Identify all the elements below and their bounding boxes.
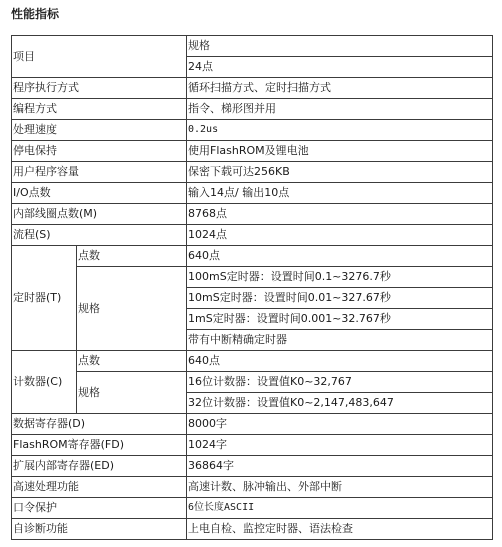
table-row	[12, 456, 493, 477]
data-register-label: 数据寄存器(D)	[12, 414, 187, 435]
table-row	[12, 498, 493, 519]
coil-label: 内部线圈点数(M)	[12, 204, 187, 225]
prog-value: 指令、梯形图并用	[187, 99, 493, 120]
exec-value: 循环扫描方式、定时扫描方式	[187, 78, 493, 99]
table-row	[12, 204, 493, 225]
table-row	[12, 435, 493, 456]
prog-label: 编程方式	[12, 99, 187, 120]
io-label: I/O点数	[12, 183, 187, 204]
table-row	[12, 477, 493, 498]
item-header: 项目	[12, 36, 187, 78]
timer-spec-label: 规格	[77, 267, 187, 351]
counter-spec-1: 16位计数器：设置值K0~32,767	[187, 372, 493, 393]
table-row	[12, 183, 493, 204]
table-row	[12, 99, 493, 120]
points-24: 24点	[187, 57, 493, 78]
password-label: 口令保护	[12, 498, 187, 519]
coil-value: 8768点	[187, 204, 493, 225]
diagnosis-value: 上电自检、监控定时器、语法检查	[187, 519, 493, 540]
table-row	[12, 225, 493, 246]
timer-points-value: 640点	[187, 246, 493, 267]
power-value: 使用FlashROM及锂电池	[187, 141, 493, 162]
table-row	[12, 267, 493, 288]
table-row	[12, 162, 493, 183]
counter-spec-label: 规格	[77, 372, 187, 414]
password-value: 6位长度ASCII	[187, 498, 493, 519]
flow-value: 1024点	[187, 225, 493, 246]
diagnosis-label: 自诊断功能	[12, 519, 187, 540]
timer-label: 定时器(T)	[12, 246, 77, 351]
timer-spec-3: 1mS定时器：设置时间0.001~32.767秒	[187, 309, 493, 330]
counter-points-label: 点数	[77, 351, 187, 372]
timer-spec-2: 10mS定时器：设置时间0.01~327.67秒	[187, 288, 493, 309]
high-speed-label: 高速处理功能	[12, 477, 187, 498]
flow-label: 流程(S)	[12, 225, 187, 246]
table-row	[12, 414, 493, 435]
power-label: 停电保持	[12, 141, 187, 162]
ext-register-label: 扩展内部寄存器(ED)	[12, 456, 187, 477]
table-row	[12, 351, 493, 372]
spec-table	[11, 35, 493, 540]
table-row	[12, 141, 493, 162]
counter-points-value: 640点	[187, 351, 493, 372]
table-row	[12, 372, 493, 393]
speed-value: 0.2us	[187, 120, 493, 141]
ext-register-value: 36864字	[187, 456, 493, 477]
counter-spec-2: 32位计数器：设置值K0~2,147,483,647	[187, 393, 493, 414]
capacity-label: 用户程序容量	[12, 162, 187, 183]
table-row	[12, 120, 493, 141]
page-title: 性能指标	[11, 7, 60, 21]
timer-spec-4: 带有中断精确定时器	[187, 330, 493, 351]
timer-spec-1: 100mS定时器：设置时间0.1~3276.7秒	[187, 267, 493, 288]
spec-header: 规格	[187, 36, 493, 57]
flash-register-value: 1024字	[187, 435, 493, 456]
table-row	[12, 246, 493, 267]
speed-label: 处理速度	[12, 120, 187, 141]
table-row	[12, 36, 493, 57]
timer-points-label: 点数	[77, 246, 187, 267]
high-speed-value: 高速计数、脉冲输出、外部中断	[187, 477, 493, 498]
exec-label: 程序执行方式	[12, 78, 187, 99]
io-value: 输入14点/ 输出10点	[187, 183, 493, 204]
flash-register-label: FlashROM寄存器(FD)	[12, 435, 187, 456]
counter-label: 计数器(C)	[12, 351, 77, 414]
table-row	[12, 519, 493, 540]
capacity-value: 保密下载可达256KB	[187, 162, 493, 183]
data-register-value: 8000字	[187, 414, 493, 435]
table-row	[12, 78, 493, 99]
